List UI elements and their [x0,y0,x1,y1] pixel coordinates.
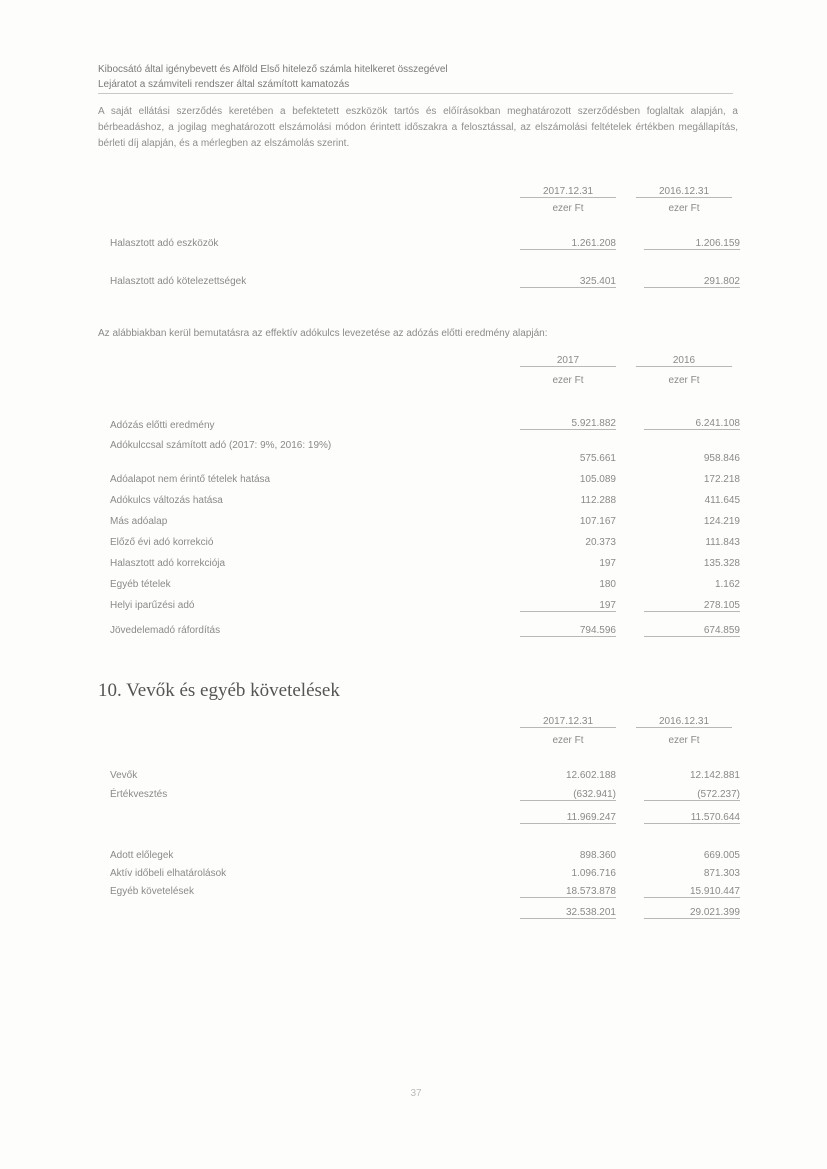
t1-unit-2: ezer Ft [668,203,700,214]
t2-row-value: 111.843 [705,537,740,548]
t2-total-value: 794.596 [520,625,616,637]
t2-row-value: 180 [599,579,616,590]
t3-row-value: 1.096.716 [571,868,616,879]
t2-total-value: 674.859 [644,625,740,637]
t3-total-value: 32.538.201 [520,907,616,919]
t3-row-label: Egyéb követelések [110,886,194,897]
t2-row-value: 411.645 [704,495,740,506]
page-header [98,62,738,94]
t3-row-value: 18.573.878 [520,886,616,898]
t2-unit-1: ezer Ft [552,375,584,386]
t3-row-value: 871.303 [703,868,740,879]
t2-unit-2: ezer Ft [668,375,700,386]
t1-header-2: 2016.12.31 [636,186,732,198]
table2-intro: Az alábbiakban kerül bemutatásra az effektív adókulcs levezetése az adózás előtti eredmény alapján: [98,328,548,339]
t3-unit-1: ezer Ft [552,735,584,746]
t2-row-value: 172.218 [703,474,740,485]
t1-row-value: 1.261.208 [520,238,616,250]
t2-row-value: 278.105 [644,600,740,612]
t3-row-label: Aktív időbeli elhatárolások [110,868,227,879]
t3-header-1: 2017.12.31 [520,716,616,728]
t2-total-label: Jövedelemadó ráfordítás [110,625,221,636]
t2-row-label: Helyi iparűzési adó [110,600,195,611]
t2-row-value: 197 [599,558,616,569]
t1-row-value: 325.401 [520,276,616,288]
t2-row-label: Adókulcs változás hatása [110,495,223,506]
intro-paragraph: A saját ellátási szerződés keretében a befektetett eszközök tartós és előírásokban meghatározott szerződésben foglaltak alapján, a bérbeadáshoz, a jogilag meghatározott elszámolási módon érintett időszakra a felosztással, az elszámolási feltételek értékben megállapítás, bérleti díj alapján, és a mérlegben az elszámolás szerint. [98,106,738,149]
t2-row-value: 958.846 [703,453,740,464]
t1-header-1: 2017.12.31 [520,186,616,198]
page-number: 37 [410,1088,422,1099]
t3-header-2: 2016.12.31 [636,716,732,728]
t2-row-label: Adóalapot nem érintő tételek hatása [110,474,271,485]
t1-row-value: 1.206.159 [644,238,740,250]
t3-subtotal-value: 11.969.247 [520,812,616,824]
t2-row-value: 107.167 [579,516,616,527]
t3-subtotal-value: 11.570.644 [644,812,740,824]
t2-row-value: 6.241.108 [644,418,740,430]
t1-unit-1: ezer Ft [552,203,584,214]
t3-unit-2: ezer Ft [668,735,700,746]
t2-row-value: 105.089 [579,474,616,485]
t2-row-value: 135.328 [703,558,740,569]
header-line-1: Kibocsátó által igénybevett és Alföld Első hitelező számla hitelkeret összegével [98,64,448,75]
t3-total-value: 29.021.399 [644,907,740,919]
t2-row-label: Halasztott adó korrekciója [110,558,226,569]
header-line-2: Lejáratot a számviteli rendszer által számított kamatozás [98,77,733,94]
t2-row-value: 124.219 [703,516,740,527]
t2-row-label: Adózás előtti eredmény [110,420,215,431]
t3-row-value: 898.360 [579,850,616,861]
t3-row-label: Értékvesztés [110,789,168,800]
t2-header-1: 2017 [520,355,616,367]
t2-row-value: 1.162 [714,579,740,590]
t2-row-value: 197 [520,600,616,612]
t3-row-value: 12.602.188 [565,770,616,781]
t3-row-value: (632.941) [520,789,616,801]
t1-row-label: Halasztott adó eszközök [110,238,219,249]
t2-row-value: 112.288 [580,495,616,506]
t2-row-value: 575.661 [579,453,616,464]
t2-header-2: 2016 [636,355,732,367]
t2-row-value: 5.921.882 [520,418,616,430]
t3-row-value: 12.142.881 [689,770,740,781]
t2-row-label: Adókulccsal számított adó (2017: 9%, 2016: 19%) [110,440,332,451]
t3-row-value: (572.237) [644,789,740,801]
t3-row-value: 15.910.447 [644,886,740,898]
t1-row-value: 291.802 [644,276,740,288]
section-title: 10. Vevők és egyéb követelések [98,680,340,701]
t2-row-label: Előző évi adó korrekció [110,537,214,548]
t3-row-label: Vevők [110,770,138,781]
t3-row-label: Adott előlegek [110,850,174,861]
t3-row-value: 669.005 [703,850,740,861]
t2-row-value: 20.373 [585,537,616,548]
t2-row-label: Más adóalap [110,516,168,527]
t1-row-label: Halasztott adó kötelezettségek [110,276,247,287]
t2-row-label: Egyéb tételek [110,579,171,590]
